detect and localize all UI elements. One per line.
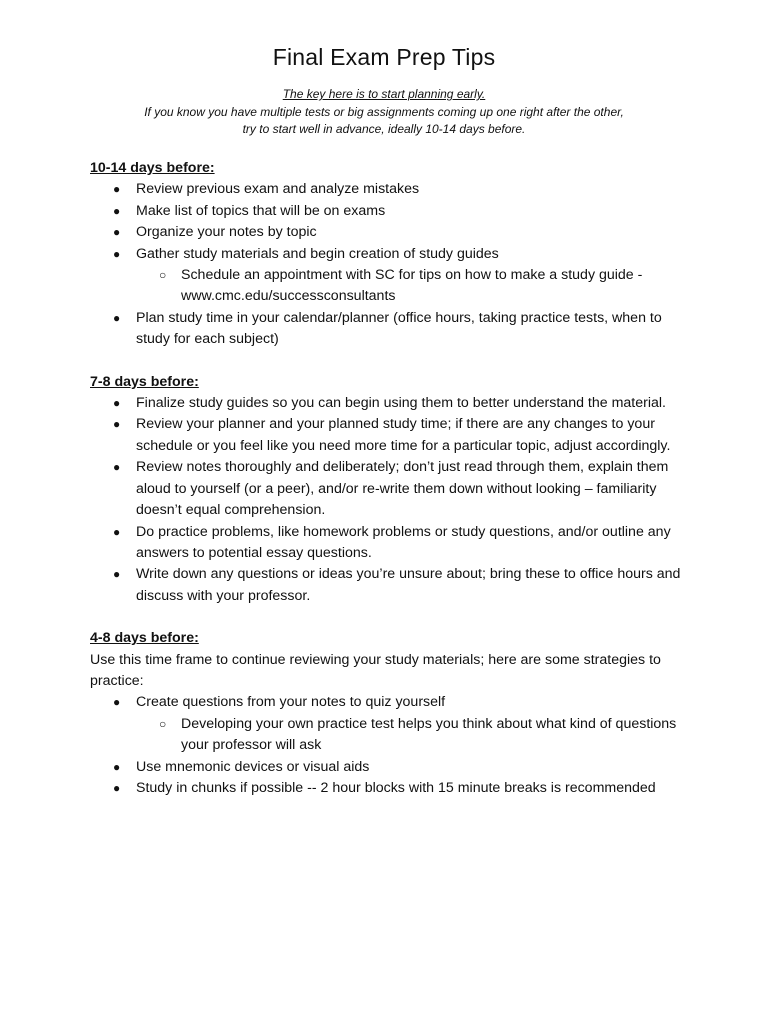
bullet-list bbox=[90, 179, 682, 350]
section-heading: 7-8 days before: bbox=[90, 373, 199, 390]
list-item-text: Review previous exam and analyze mistakes bbox=[136, 181, 420, 198]
list-item bbox=[90, 564, 682, 607]
sub-list-item-text: Schedule an appointment with SC for tips on how to make a study guide - www.cmc.edu/successconsultants bbox=[181, 267, 643, 305]
list-item-text: Write down any questions or ideas you’re unsure about; bring these to office hours and discuss with your professor. bbox=[136, 566, 681, 604]
list-item-text: Use mnemonic devices or visual aids bbox=[136, 758, 370, 775]
list-item-text: Organize your notes by topic bbox=[136, 224, 317, 241]
bullet-dot-icon: ● bbox=[113, 246, 121, 261]
bullet-dot-icon: ● bbox=[113, 417, 121, 432]
list-item-text: Finalize study guides so you can begin using them to better understand the material. bbox=[136, 395, 666, 412]
sub-list-item-text: Developing your own practice test helps you think about what kind of questions your professor will ask bbox=[181, 715, 677, 754]
bullet-list bbox=[90, 393, 682, 607]
list-item bbox=[90, 692, 682, 756]
bullet-dot-icon: ● bbox=[113, 225, 121, 240]
list-item-text: Study in chunks if possible -- 2 hour blocks with 15 minute breaks is recommended bbox=[136, 779, 656, 796]
bullet-circle-icon: ○ bbox=[159, 716, 167, 731]
bullet-dot-icon: ● bbox=[113, 310, 121, 325]
list-item bbox=[90, 179, 682, 200]
list-item-text: Plan study time in your calendar/planner (office hours, taking practice tests, when to study for each subject) bbox=[136, 309, 662, 348]
list-item-text: Do practice problems, like homework problems or study questions, and/or outline any answers to potential essay questions. bbox=[136, 523, 671, 561]
intro-key-line: The key here is to start planning early. bbox=[282, 87, 486, 101]
intro-block bbox=[0, 86, 768, 139]
list-item bbox=[90, 393, 682, 414]
intro-line-3: try to start well in advance, ideally 10-14 days before. bbox=[242, 122, 526, 136]
sub-list-item bbox=[136, 714, 682, 757]
list-item-text: Create questions from your notes to quiz yourself bbox=[136, 694, 446, 711]
list-item bbox=[90, 757, 682, 778]
bullet-dot-icon: ● bbox=[113, 396, 121, 411]
list-item bbox=[90, 522, 682, 565]
bullet-list bbox=[90, 692, 682, 799]
list-item bbox=[90, 778, 682, 799]
list-item bbox=[90, 201, 682, 222]
bullet-dot-icon: ● bbox=[113, 460, 121, 475]
bullet-dot-icon: ● bbox=[113, 695, 121, 710]
bullet-dot-icon: ● bbox=[113, 524, 121, 539]
section-1 bbox=[90, 158, 682, 351]
intro-line-2: If you know you have multiple tests or big assignments coming up one right after the other, bbox=[144, 104, 624, 119]
bullet-dot-icon: ● bbox=[113, 203, 121, 218]
document-body bbox=[90, 158, 682, 820]
sub-bullet-list bbox=[136, 265, 682, 308]
sub-list-item bbox=[136, 265, 682, 308]
list-item bbox=[90, 244, 682, 308]
list-item-text: Review your planner and your planned study time; if there are any changes to your schedule or you feel like you need more time for a particular topic, adjust accordingly. bbox=[136, 416, 671, 454]
bullet-dot-icon: ● bbox=[113, 182, 121, 197]
bullet-circle-icon: ○ bbox=[159, 268, 167, 283]
list-item bbox=[90, 414, 682, 457]
list-item bbox=[90, 308, 682, 351]
section-heading: 4-8 days before: bbox=[90, 630, 199, 647]
list-item bbox=[90, 222, 682, 243]
list-item-text: Make list of topics that will be on exams bbox=[136, 202, 386, 219]
sub-bullet-list bbox=[136, 714, 682, 757]
section-heading: 10-14 days before: bbox=[90, 160, 215, 176]
list-item-text: Review notes thoroughly and deliberately; don’t just read through them, explain them aloud to yourself (or a peer), and/or re-write them down without looking – familiarity doesn’t equal comprehension. bbox=[136, 459, 669, 519]
bullet-dot-icon: ● bbox=[113, 759, 121, 774]
list-item bbox=[90, 457, 682, 521]
document-title: Final Exam Prep Tips bbox=[272, 44, 496, 70]
bullet-dot-icon: ● bbox=[113, 780, 121, 795]
section-paragraph: Use this time frame to continue reviewing your study materials; here are some strategies to practice: bbox=[90, 651, 661, 689]
section-2 bbox=[90, 372, 682, 607]
bullet-dot-icon: ● bbox=[113, 567, 121, 582]
list-item-text: Gather study materials and begin creation of study guides bbox=[136, 245, 499, 262]
section-3 bbox=[90, 628, 682, 799]
